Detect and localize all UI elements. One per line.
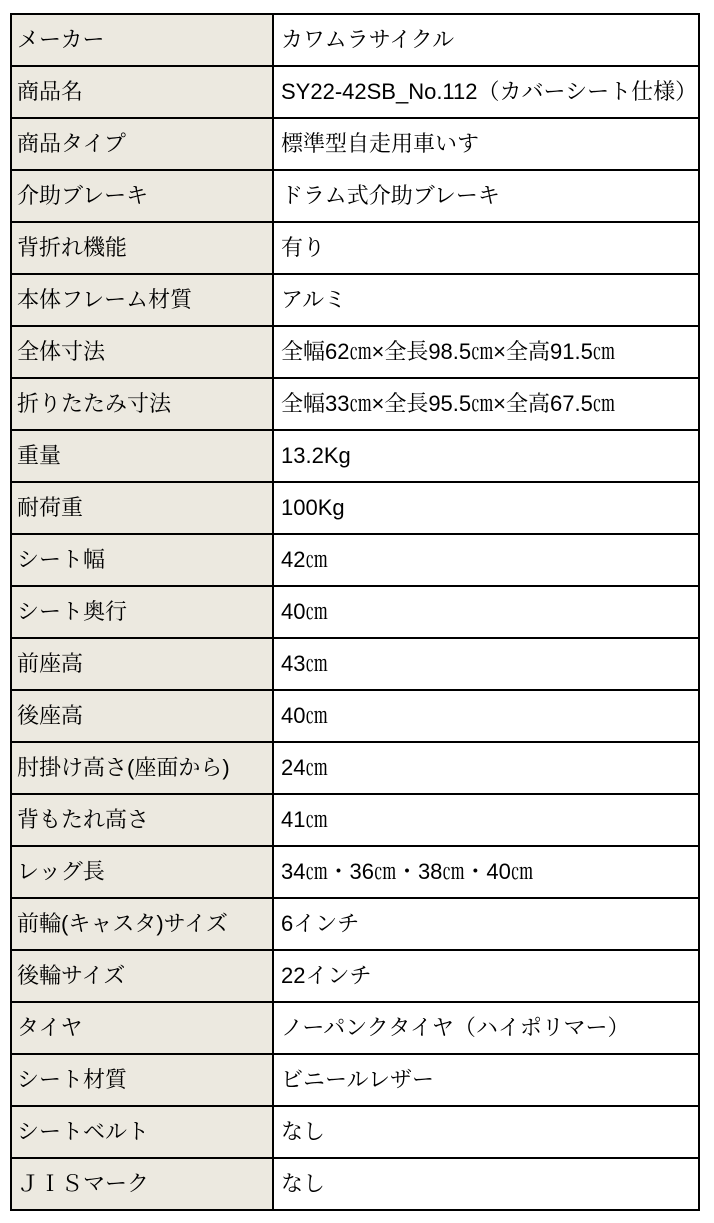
spec-label: 本体フレーム材質 <box>11 274 273 326</box>
spec-label: 耐荷重 <box>11 482 273 534</box>
spec-value: 40㎝ <box>273 690 699 742</box>
spec-value: 34㎝・36㎝・38㎝・40㎝ <box>273 846 699 898</box>
spec-value: ドラム式介助ブレーキ <box>273 170 699 222</box>
spec-row <box>11 794 699 846</box>
spec-value: アルミ <box>273 274 699 326</box>
spec-label: シート奥行 <box>11 586 273 638</box>
spec-row <box>11 898 699 950</box>
spec-value: なし <box>273 1106 699 1158</box>
spec-row <box>11 690 699 742</box>
spec-value: 42㎝ <box>273 534 699 586</box>
spec-value: 40㎝ <box>273 586 699 638</box>
spec-label: シートベルト <box>11 1106 273 1158</box>
spec-row <box>11 586 699 638</box>
spec-row <box>11 222 699 274</box>
spec-row <box>11 1054 699 1106</box>
spec-value: 41㎝ <box>273 794 699 846</box>
spec-label: タイヤ <box>11 1002 273 1054</box>
spec-row <box>11 326 699 378</box>
spec-value: 6インチ <box>273 898 699 950</box>
spec-label: 全体寸法 <box>11 326 273 378</box>
spec-value: なし <box>273 1158 699 1210</box>
spec-value: ノーパンクタイヤ（ハイポリマー） <box>273 1002 699 1054</box>
spec-label: メーカー <box>11 14 273 66</box>
spec-row <box>11 846 699 898</box>
spec-value: 24㎝ <box>273 742 699 794</box>
spec-value: 13.2Kg <box>273 430 699 482</box>
spec-label: 商品名 <box>11 66 273 118</box>
spec-value: 標準型自走用車いす <box>273 118 699 170</box>
spec-row <box>11 950 699 1002</box>
spec-row <box>11 66 699 118</box>
spec-label: 背もたれ高さ <box>11 794 273 846</box>
spec-label: 商品タイプ <box>11 118 273 170</box>
spec-row <box>11 14 699 66</box>
spec-label: 重量 <box>11 430 273 482</box>
spec-label: 背折れ機能 <box>11 222 273 274</box>
spec-label: 前輪(キャスタ)サイズ <box>11 898 273 950</box>
spec-value: カワムラサイクル <box>273 14 699 66</box>
spec-row <box>11 274 699 326</box>
spec-label: 前座高 <box>11 638 273 690</box>
spec-value: 100Kg <box>273 482 699 534</box>
spec-table-body <box>11 14 699 1210</box>
spec-value: 有り <box>273 222 699 274</box>
spec-row <box>11 638 699 690</box>
spec-label: 後座高 <box>11 690 273 742</box>
spec-value: SY22-42SB_No.112（カバーシート仕様） <box>273 66 699 118</box>
spec-row <box>11 430 699 482</box>
spec-row <box>11 118 699 170</box>
spec-row <box>11 1002 699 1054</box>
spec-label: シート材質 <box>11 1054 273 1106</box>
spec-label: 介助ブレーキ <box>11 170 273 222</box>
spec-value: 全幅33㎝×全長95.5㎝×全高67.5㎝ <box>273 378 699 430</box>
spec-label: 肘掛け高さ(座面から) <box>11 742 273 794</box>
spec-row <box>11 534 699 586</box>
spec-row <box>11 1106 699 1158</box>
spec-label: レッグ長 <box>11 846 273 898</box>
spec-value: 22インチ <box>273 950 699 1002</box>
spec-value: 全幅62㎝×全長98.5㎝×全高91.5㎝ <box>273 326 699 378</box>
spec-value: ビニールレザー <box>273 1054 699 1106</box>
spec-row <box>11 170 699 222</box>
spec-value: 43㎝ <box>273 638 699 690</box>
product-spec-table <box>10 13 700 1211</box>
spec-label: ＪＩＳマーク <box>11 1158 273 1210</box>
spec-row <box>11 378 699 430</box>
spec-row <box>11 742 699 794</box>
spec-label: 後輪サイズ <box>11 950 273 1002</box>
spec-row <box>11 1158 699 1210</box>
spec-label: 折りたたみ寸法 <box>11 378 273 430</box>
spec-row <box>11 482 699 534</box>
spec-label: シート幅 <box>11 534 273 586</box>
